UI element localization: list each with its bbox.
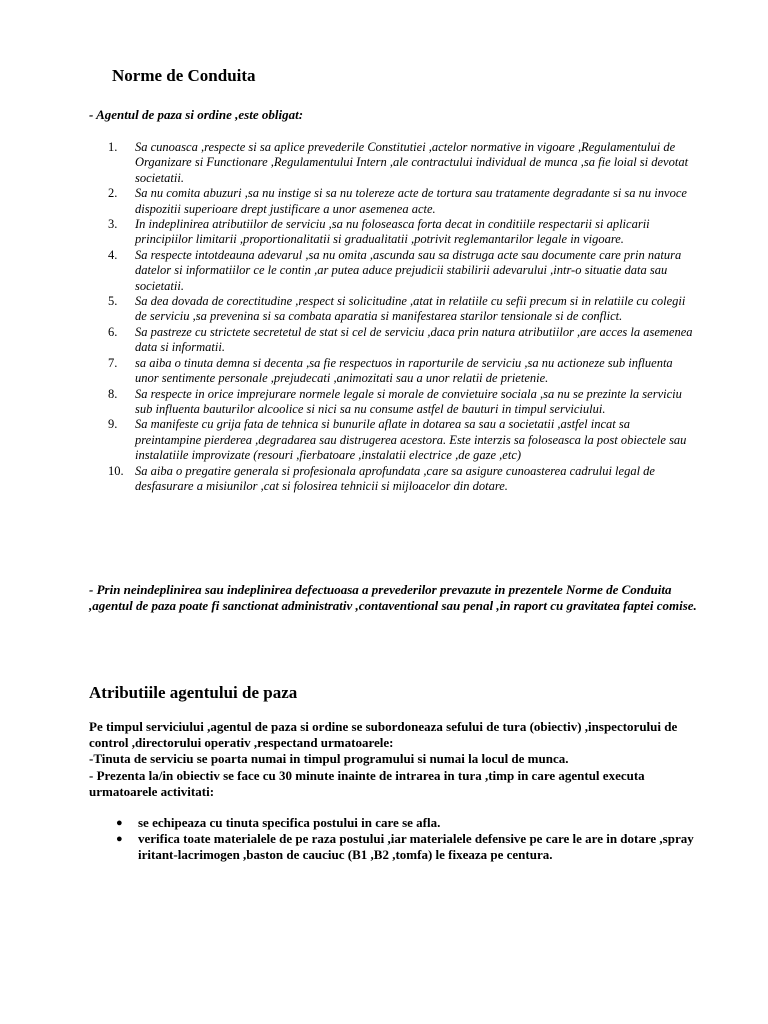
list-item <box>108 325 698 356</box>
list-item <box>116 815 706 831</box>
list-item <box>108 294 698 325</box>
list-item-number: 9. <box>108 417 118 432</box>
list-item <box>108 217 698 248</box>
activities-bullet-list <box>116 815 706 864</box>
list-item-text: verifica toate materialele de pe raza postului ,iar materialele defensive pe care le are in dotare ,spray iritant-lacrimogen ,baston de cauciuc (B1 ,B2 ,tomfa) le fixeaza pe centura. <box>138 831 694 863</box>
list-item-number: 6. <box>108 324 118 339</box>
intro-line: -Tinuta de serviciu se poarta numai in timpul programului si numai la locul de munca. <box>89 751 569 767</box>
intro-line: - Prezenta la/in obiectiv se face cu 30 minute inainte de intrarea in tura ,timp in care agentul executa urmatoarele activitati: <box>89 767 645 799</box>
intro-line: Pe timpul serviciului ,agentul de paza si ordine se subordoneaza sefului de tura (obiectiv) ,inspectorului de control ,directorului operativ ,respectand urmatoarele: <box>89 719 678 751</box>
list-item <box>108 140 698 186</box>
list-item-number: 4. <box>108 247 118 262</box>
list-item-text: Sa nu comita abuzuri ,sa nu instige si sa nu tolereze acte de tortura sau tratamente degradante si sa nu invoce dispozitii superioare drept justificare a unor asemenea acte. <box>135 186 687 216</box>
section-title-norme-de-conduita: Norme de Conduita <box>112 66 256 85</box>
list-item-text: Sa aiba o pregatire generala si profesionala aprofundata ,care sa asigure cunoasterea cadrului legal de desfasurare a misiunilor ,cat si folosirea tehnicii si mijloacelor din dotare. <box>135 463 655 493</box>
list-item-number: 3. <box>108 217 118 232</box>
list-item-text: sa aiba o tinuta demna si decenta ,sa fie respectuos in raporturile de serviciu ,sa nu actioneze sub influenta unor sentimente personale ,prejudecati ,animozitati sau a unor relatii de prietenie. <box>135 355 673 386</box>
section-subtitle-obligations: - Agentul de paza si ordine ,este obligat: <box>89 107 304 122</box>
section-title-atributiile: Atributiile agentului de paza <box>89 683 298 702</box>
bullet-icon: ● <box>116 833 123 846</box>
list-item-text: Sa respecte in orice imprejurare normele legale si morale de convietuire sociala ,sa nu se prezinte la serviciu sub influenta bauturilor alcoolice si nici sa nu consume astfel de bauturi in timpul serviciului. <box>135 386 682 416</box>
sanction-paragraph: - Prin neindeplinirea sau indeplinirea defectuoasa a prevederilor prevazute in prezentele Norme de Conduita ,agentul de paza poate fi sanctionat administrativ ,contaventional sau penal ,in raport cu gravitatea faptei comise. <box>89 582 697 613</box>
list-item-text: Sa cunoasca ,respecte si sa aplice prevederile Constitutiei ,actelor normative in vigoare ,Regulamentului de Organizare si Functionare ,Regulamentului Intern ,ale contractului individual de munca ,sa fie loial si devotat societatii. <box>135 140 689 185</box>
list-item-number: 5. <box>108 294 118 309</box>
list-item <box>108 248 698 294</box>
list-item-text: Sa manifeste cu grija fata de tehnica si bunurile aflate in dotarea sa sau a societatii ,astfel incat sa preintampine pierderea ,degradarea sau distrugerea acestora. Este interzis sa foloseasca la post obiectele sau instalatiile improvizate (resouri ,fierbatoare ,instalatii electrice ,de gaze ,etc) <box>135 417 687 463</box>
list-item-text: Sa respecte intotdeauna adevarul ,sa nu omita ,ascunda sau sa distruga acte sau documente care prin natura datelor si informatiilor ce le contin ,ar putea aduce prejudicii stabilirii adevarului ,intr-o situatie data sau societatii. <box>135 247 682 293</box>
list-item-text: Sa pastreze cu strictete secretetul de stat si cel de serviciu ,daca prin natura atributiilor ,are acces la asemenea data si informatii. <box>135 324 693 355</box>
list-item <box>108 186 698 217</box>
list-item <box>108 387 698 418</box>
intro-paragraph <box>89 719 709 800</box>
list-item <box>116 831 706 863</box>
list-item-text: Sa dea dovada de corectitudine ,respect si solicitudine ,atat in relatiile cu sefii precum si in relatiile cu colegii de serviciu ,sa prevenina si sa combata aparatia si manifestarea starilor tensionale si de conflict. <box>135 294 686 324</box>
list-item-number: 2. <box>108 186 118 201</box>
list-item-number: 7. <box>108 355 118 370</box>
norms-numbered-list <box>108 140 698 494</box>
bullet-icon: ● <box>116 817 123 829</box>
list-item <box>108 356 698 387</box>
list-item-text: In indeplinirea atributiilor de serviciu ,sa nu foloseasca forta decat in conditiile respectarii si aplicarii principiilor limitarii ,proportionalitatii si gradualitatii ,potrivit reglemantarilor legale in vigoare. <box>135 217 650 247</box>
list-item-text: se echipeaza cu tinuta specifica postului in care se afla. <box>138 815 441 830</box>
list-item-number: 8. <box>108 386 118 401</box>
list-item-number: 1. <box>108 140 118 154</box>
list-item-number: 10. <box>108 463 124 478</box>
list-item <box>108 417 698 463</box>
list-item <box>108 464 698 495</box>
